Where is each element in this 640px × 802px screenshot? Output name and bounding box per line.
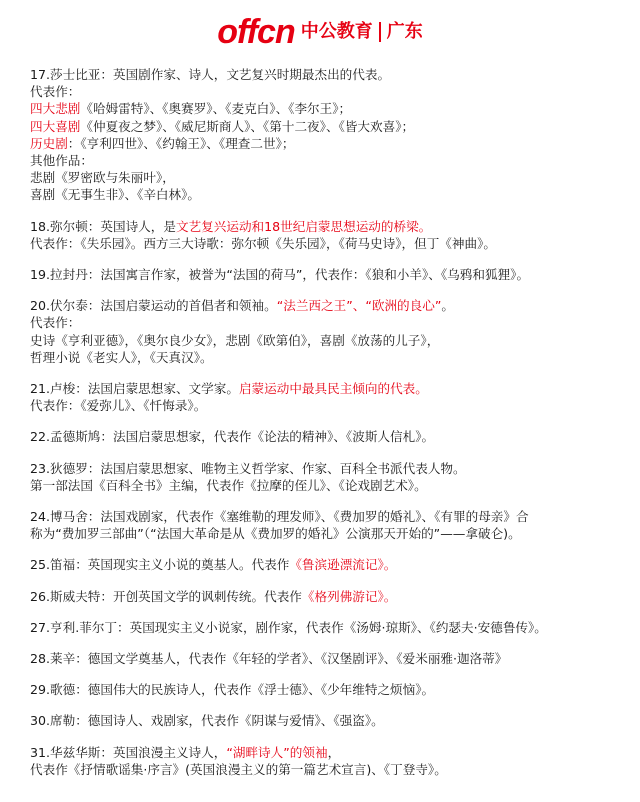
entry-line bbox=[30, 186, 630, 203]
highlight-text: 《格列佛游记》。 bbox=[301, 588, 397, 604]
entry bbox=[30, 588, 630, 605]
entry-line bbox=[30, 761, 630, 778]
body-text: 喜剧《无事生非》、《辛白林》。 bbox=[30, 187, 201, 203]
entry-line bbox=[30, 100, 630, 117]
body-text: 代表作：《失乐园》。西方三大诗歌：弥尔顿《失乐园》，《荷马史诗》，但丁《神曲》。 bbox=[30, 235, 496, 251]
offcn-logo bbox=[0, 12, 640, 52]
entry-line bbox=[30, 588, 630, 605]
entry-line bbox=[30, 66, 630, 83]
highlight-text: “法兰西之王”、“欧洲的良心” bbox=[276, 298, 442, 314]
body-text: 《仲夏夜之梦》、《威尼斯商人》、《第十二夜》、《皆大欢喜》； bbox=[80, 118, 415, 134]
highlight-text: 文艺复兴运动和18世纪启蒙思想运动的桥梁。 bbox=[175, 218, 432, 234]
body-text: 代表作：《爱弥儿》、《忏悔录》。 bbox=[30, 398, 207, 414]
entry bbox=[30, 297, 630, 366]
body-text: 代表作《抒情歌谣集·序言》(英国浪漫主义的第一篇艺术宣言)、《丁登寺》。 bbox=[30, 761, 447, 777]
brand-chinese-name: 中公教育 bbox=[300, 21, 373, 42]
body-text: ：《亨利四世》、《约翰王》、《理查二世》； bbox=[67, 135, 295, 151]
entry-line bbox=[30, 235, 630, 252]
entry-line bbox=[30, 556, 630, 573]
body-text: 21.卢梭：法国启蒙思想家、文学家。 bbox=[30, 381, 239, 397]
highlight-text: “湖畔诗人”的领袖 bbox=[226, 744, 328, 760]
body-text: 20.伏尔泰：法国启蒙运动的首倡者和领袖。 bbox=[30, 298, 277, 314]
body-text: 30.席勒：德国诗人、戏剧家，代表作《阴谋与爱情》、《强盗》。 bbox=[30, 713, 384, 729]
entry-line bbox=[30, 508, 630, 525]
body-text: 19.拉封丹：法国寓言作家，被誉为“法国的荷马”，代表作：《狼和小羊》、《乌鸦和狐狸》。 bbox=[30, 267, 530, 283]
entry-line bbox=[30, 477, 630, 494]
highlight-text: 历史剧 bbox=[30, 135, 68, 151]
highlight-text: 启蒙运动中最具民主倾向的代表。 bbox=[238, 381, 428, 397]
entry-line bbox=[30, 349, 630, 366]
entry-line bbox=[30, 218, 630, 235]
entry-line bbox=[30, 460, 630, 477]
body-text: 代表作： bbox=[30, 84, 81, 100]
entry bbox=[30, 380, 630, 414]
brand-wordmark: offcn bbox=[217, 13, 295, 51]
body-text: 28.莱辛：德国文学奠基人，代表作《年轻的学者》、《汉堡剧评》、《爱米丽雅·迦洛蒂》 bbox=[30, 651, 508, 667]
body-text: 31.华兹华斯：英国浪漫主义诗人， bbox=[30, 744, 227, 760]
body-text: 25.笛福：英国现实主义小说的奠基人。代表作 bbox=[30, 557, 290, 573]
entry-line bbox=[30, 332, 630, 349]
body-text: ， bbox=[327, 744, 341, 760]
body-text: 27.亨利.菲尔丁：英国现实主义小说家，剧作家，代表作《汤姆·琼斯》、《约瑟夫·安德鲁传》。 bbox=[30, 619, 547, 635]
body-text: 史诗《亨利亚德》，《奥尔良少女》，悲剧《欧第伯》，喜剧《放荡的儿子》， bbox=[30, 332, 440, 348]
entry bbox=[30, 508, 630, 542]
entry bbox=[30, 681, 630, 698]
entry-line bbox=[30, 152, 630, 169]
body-text: 17.莎士比亚：英国剧作家、诗人，文艺复兴时期最杰出的代表。 bbox=[30, 67, 391, 82]
entry bbox=[30, 428, 630, 445]
entry-line bbox=[30, 118, 630, 135]
body-text: 。 bbox=[441, 298, 454, 314]
entry-line bbox=[30, 266, 630, 283]
body-text: 26.斯威夫特：开创英国文学的讽刺传统。代表作 bbox=[30, 588, 302, 604]
entry-line bbox=[30, 428, 630, 445]
entry bbox=[30, 712, 630, 729]
logo-divider bbox=[379, 22, 381, 42]
body-text: 18.弥尔顿：英国诗人，是 bbox=[30, 218, 176, 234]
body-text: 22.孟德斯鸠：法国启蒙思想家，代表作《论法的精神》、《波斯人信札》。 bbox=[30, 429, 435, 445]
highlight-text: 四大喜剧 bbox=[30, 118, 81, 134]
region-label: 广东 bbox=[386, 21, 423, 42]
document-body bbox=[30, 66, 630, 792]
entry-line bbox=[30, 135, 630, 152]
entry-line bbox=[30, 314, 630, 331]
body-text: 称为“费加罗三部曲”（“法国大革命是从《费加罗的婚礼》公演那天开始的”——拿破仑)。 bbox=[30, 526, 521, 542]
entry bbox=[30, 66, 630, 204]
entry bbox=[30, 619, 630, 636]
highlight-text: 四大悲剧 bbox=[30, 101, 81, 117]
entry-line bbox=[30, 380, 630, 397]
entry-line bbox=[30, 650, 630, 667]
entry bbox=[30, 556, 630, 573]
entry-line bbox=[30, 397, 630, 414]
entry-line bbox=[30, 83, 630, 100]
entry bbox=[30, 266, 630, 283]
entry bbox=[30, 744, 630, 778]
entry-line bbox=[30, 681, 630, 698]
entry bbox=[30, 218, 630, 252]
entry-line bbox=[30, 744, 630, 761]
entry-line bbox=[30, 619, 630, 636]
body-text: 代表作： bbox=[30, 315, 81, 331]
entry-line bbox=[30, 297, 630, 314]
entry-line bbox=[30, 525, 630, 542]
body-text: 第一部法国《百科全书》主编，代表作《拉摩的侄儿》、《论戏剧艺术》。 bbox=[30, 477, 427, 493]
body-text: 《哈姆雷特》、《奥赛罗》、《麦克白》、《李尔王》； bbox=[80, 101, 352, 117]
entry bbox=[30, 460, 630, 494]
body-text: 其他作品： bbox=[30, 153, 93, 169]
body-text: 24.博马舍：法国戏剧家，代表作《塞维勒的理发师》、《费加罗的婚礼》、《有罪的母亲》合 bbox=[30, 509, 529, 525]
highlight-text: 《鲁滨逊漂流记》。 bbox=[289, 557, 397, 573]
entry-line bbox=[30, 169, 630, 186]
body-text: 23.狄德罗：法国启蒙思想家、唯物主义哲学家、作家、百科全书派代表人物。 bbox=[30, 460, 466, 476]
entry bbox=[30, 650, 630, 667]
entry-line bbox=[30, 712, 630, 729]
body-text: 哲理小说《老实人》，《天真汉》。 bbox=[30, 349, 213, 365]
body-text: 悲剧《罗密欧与朱丽叶》， bbox=[30, 170, 175, 186]
body-text: 29.歌德：德国伟大的民族诗人，代表作《浮士德》、《少年维特之烦恼》。 bbox=[30, 682, 435, 698]
